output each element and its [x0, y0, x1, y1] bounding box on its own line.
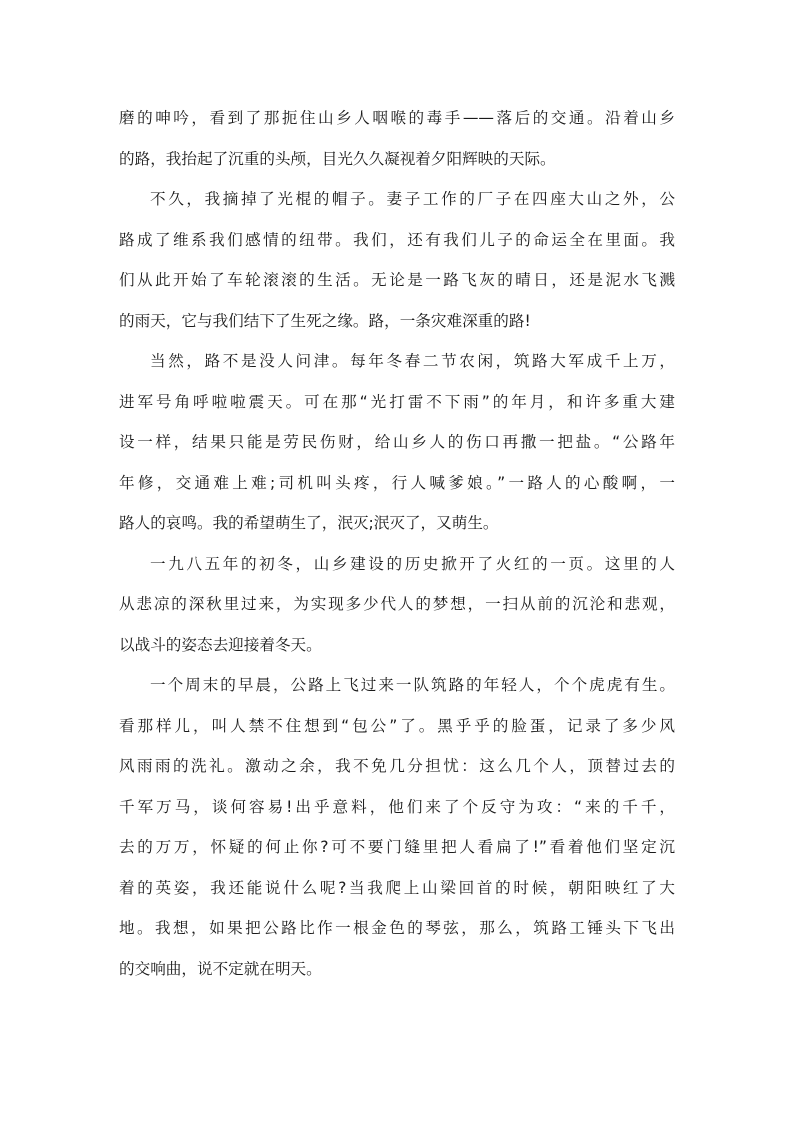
paragraph: [119, 347, 675, 550]
text-line: 年修，交通难上难;司机叫头疼，行人喊爹娘。”一路人的心酸啊，一: [119, 473, 675, 492]
text-line: 一个周末的早晨，公路上飞过来一队筑路的年轻人，个个虎虎有生。: [150, 676, 675, 694]
text-line: 不久，我摘掉了光棍的帽子。妻子工作的厂子在四座大山之外，公: [150, 190, 675, 208]
paragraph: [119, 550, 675, 672]
text-line: 一九八五年的初冬，山乡建设的历史掀开了火红的一页。这里的人: [150, 554, 675, 573]
text-line: 千军万马，谈何容易!出乎意料，他们来了个反守为攻：“来的千千，: [119, 797, 675, 816]
text-line: 路成了维系我们感情的纽带。我们，还有我们儿子的命运全在里面。我: [119, 230, 675, 249]
article-body: [119, 104, 675, 995]
text-line: 从悲凉的深秋里过来，为实现多少代人的梦想，一扫从前的沉沦和悲观，: [119, 595, 675, 613]
text-line: 磨的呻吟，看到了那扼住山乡人咽喉的毒手——落后的交通。沿着山乡: [119, 109, 675, 127]
text-line: 着的英姿，我还能说什么呢?当我爬上山梁回首的时候，朝阳映红了大: [119, 878, 675, 897]
text-line: 去的万万，怀疑的何止你?可不要门缝里把人看扁了!”看着他们坚定沉: [119, 838, 675, 856]
paragraph: [119, 185, 675, 347]
text-line: 们从此开始了车轮滚滚的生活。无论是一路飞灰的晴日，还是泥水飞溅: [119, 271, 675, 289]
text-line: 的交响曲，说不定就在明天。: [119, 959, 322, 978]
paragraph: [119, 104, 675, 185]
text-line: 以战斗的姿态去迎接着冬天。: [119, 635, 322, 654]
text-line: 的雨天，它与我们结下了生死之缘。路，一条灾难深重的路!: [119, 311, 531, 330]
text-line: 设一样，结果只能是劳民伤财，给山乡人的伤口再撒一把盐。“公路年: [119, 433, 675, 451]
text-line: 的路，我抬起了沉重的头颅，目光久久凝视着夕阳辉映的天际。: [119, 149, 556, 168]
text-line: 当然，路不是没人问津。每年冬春二节农闲，筑路大军成千上万，: [150, 352, 675, 370]
text-line: 风雨雨的洗礼。激动之余，我不免几分担忧：这么几个人，顶替过去的: [119, 757, 675, 775]
text-line: 路人的哀鸣。我的希望萌生了，泯灭;泯灭了，又萌生。: [119, 514, 499, 532]
text-line: 地。我想，如果把公路比作一根金色的琴弦，那么，筑路工锤头下飞出: [119, 919, 675, 937]
text-line: 看那样儿，叫人禁不住想到“包公”了。黑乎乎的脸蛋，记录了多少风: [119, 716, 675, 735]
paragraph: [119, 671, 675, 995]
text-line: 进军号角呼啦啦震天。可在那“光打雷不下雨”的年月，和许多重大建: [119, 392, 675, 411]
